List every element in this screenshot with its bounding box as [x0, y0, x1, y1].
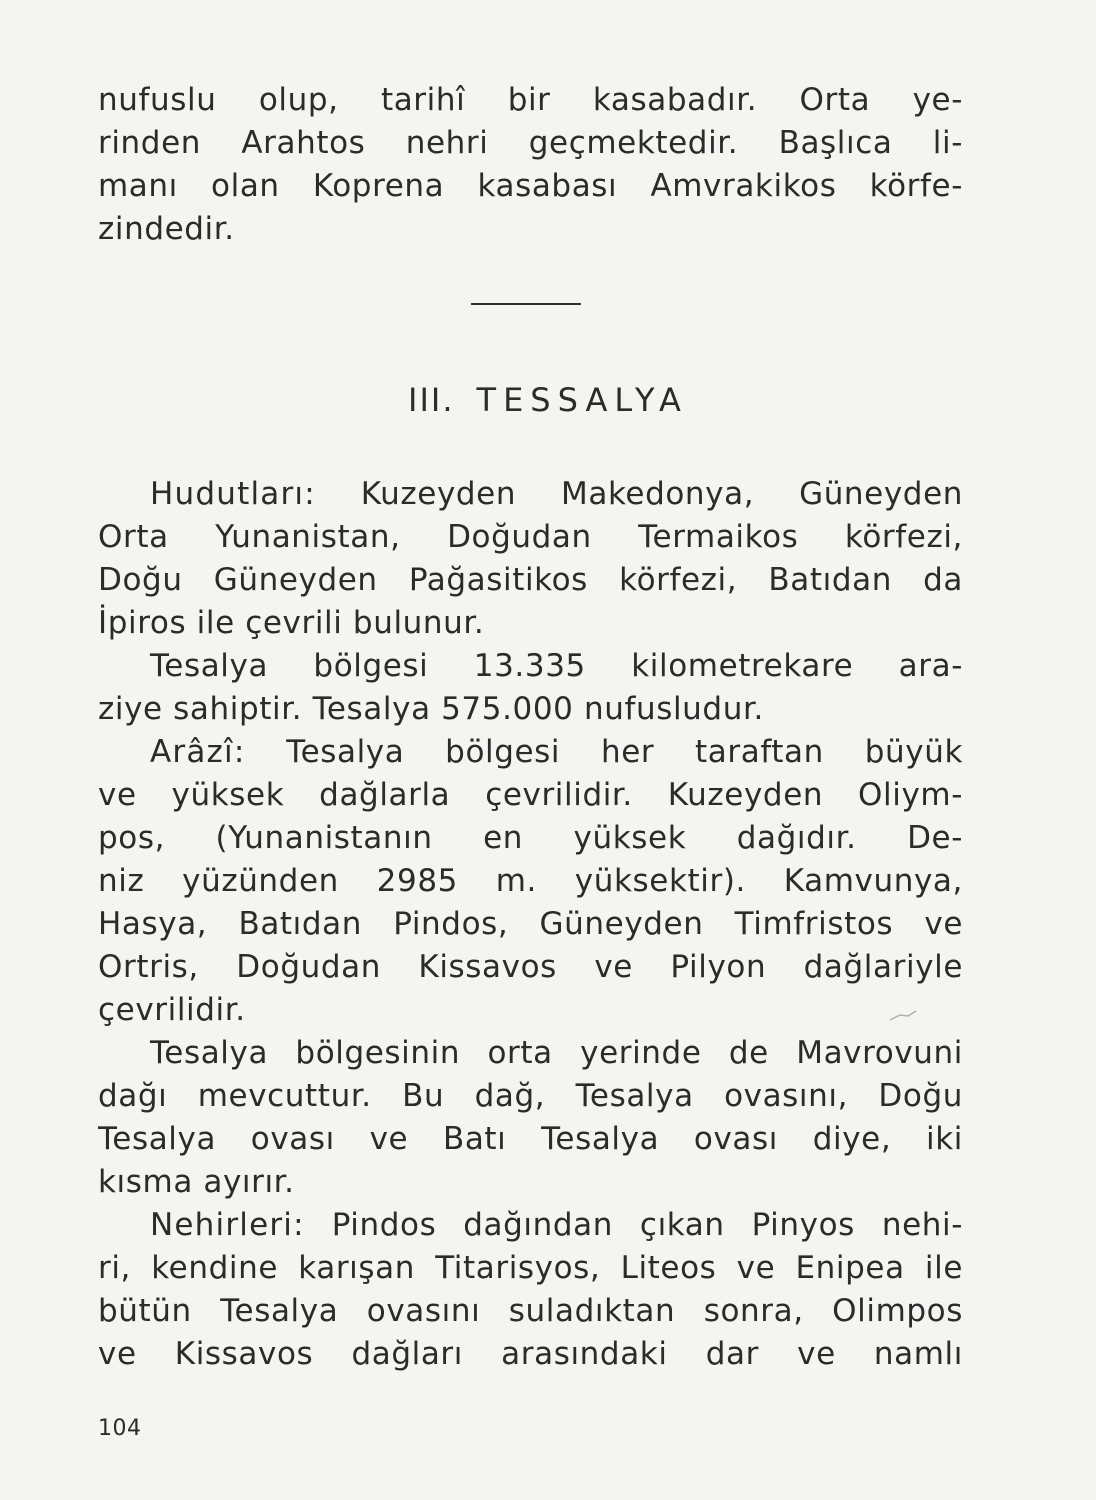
- text-line: bütün Tesalya ovasını suladıktan sonra, Olimpos: [98, 1293, 963, 1329]
- text-line: İpiros ile çevrili bulunur.: [98, 605, 485, 641]
- text-line: kısma ayırır.: [98, 1164, 295, 1200]
- text-line: nufuslu olup, tarihî bir kasabadır. Orta ye-: [98, 82, 963, 118]
- text-line: dağı mevcuttur. Bu dağ, Tesalya ovasını, Doğu: [98, 1078, 963, 1114]
- text-line: Hasya, Batıdan Pindos, Güneyden Timfristos ve: [98, 906, 963, 942]
- text-line: Tesalya ovası ve Batı Tesalya ovası diye, iki: [98, 1121, 963, 1157]
- text-line: Ortris, Doğudan Kissavos ve Pilyon dağlariyle: [98, 949, 963, 985]
- paragraph-label: Nehirleri:: [150, 1207, 305, 1243]
- text-line: Nehirleri: Pindos dağından çıkan Pinyos nehi-: [150, 1207, 963, 1243]
- text-line: zindedir.: [98, 211, 235, 247]
- main-text: [98, 473, 963, 1376]
- text-line: ziye sahiptir. Tesalya 575.000 nufusludur.: [98, 691, 764, 727]
- text-line: niz yüzünden 2985 m. yüksektir). Kamvunya,: [98, 863, 963, 899]
- text-line: Tesalya bölgesinin orta yerinde de Mavrovuni: [150, 1035, 963, 1071]
- text-line: ri, kendine karışan Titarisyos, Liteos ve Enipea ile: [98, 1250, 963, 1286]
- section-heading: [0, 378, 1096, 422]
- text-line: manı olan Koprena kasabası Amvrakikos körfe-: [98, 168, 963, 204]
- paragraph-label: Hudutları:: [150, 476, 316, 512]
- page-number: 104: [98, 1416, 142, 1441]
- text-line: Tesalya bölgesi 13.335 kilometrekare ara-: [150, 648, 963, 684]
- text-line: ve Kissavos dağları arasındaki dar ve namlı: [98, 1336, 963, 1372]
- section-divider: [471, 303, 581, 305]
- text-line: Doğu Güneyden Pağasitikos körfezi, Batıdan da: [98, 562, 963, 598]
- text-line: Orta Yunanistan, Doğudan Termaikos körfezi,: [98, 519, 963, 555]
- ink-speck: [888, 1010, 918, 1022]
- text-line: ve yüksek dağlarla çevrilidir. Kuzeyden Oliym-: [98, 777, 963, 813]
- text-line: çevrilidir.: [98, 992, 246, 1028]
- text-line: pos, (Yunanistanın en yüksek dağıdır. De-: [98, 820, 963, 856]
- intro-paragraph: [98, 79, 963, 251]
- section-number: III.: [408, 381, 455, 419]
- text-line: rinden Arahtos nehri geçmektedir. Başlıca li-: [98, 125, 963, 161]
- section-title: TESSALYA: [476, 381, 688, 419]
- text-line: Arâzî: Tesalya bölgesi her taraftan büyük: [150, 734, 963, 770]
- paragraph-label: Arâzî:: [150, 734, 246, 770]
- text-line: Hudutları: Kuzeyden Makedonya, Güneyden: [150, 476, 963, 512]
